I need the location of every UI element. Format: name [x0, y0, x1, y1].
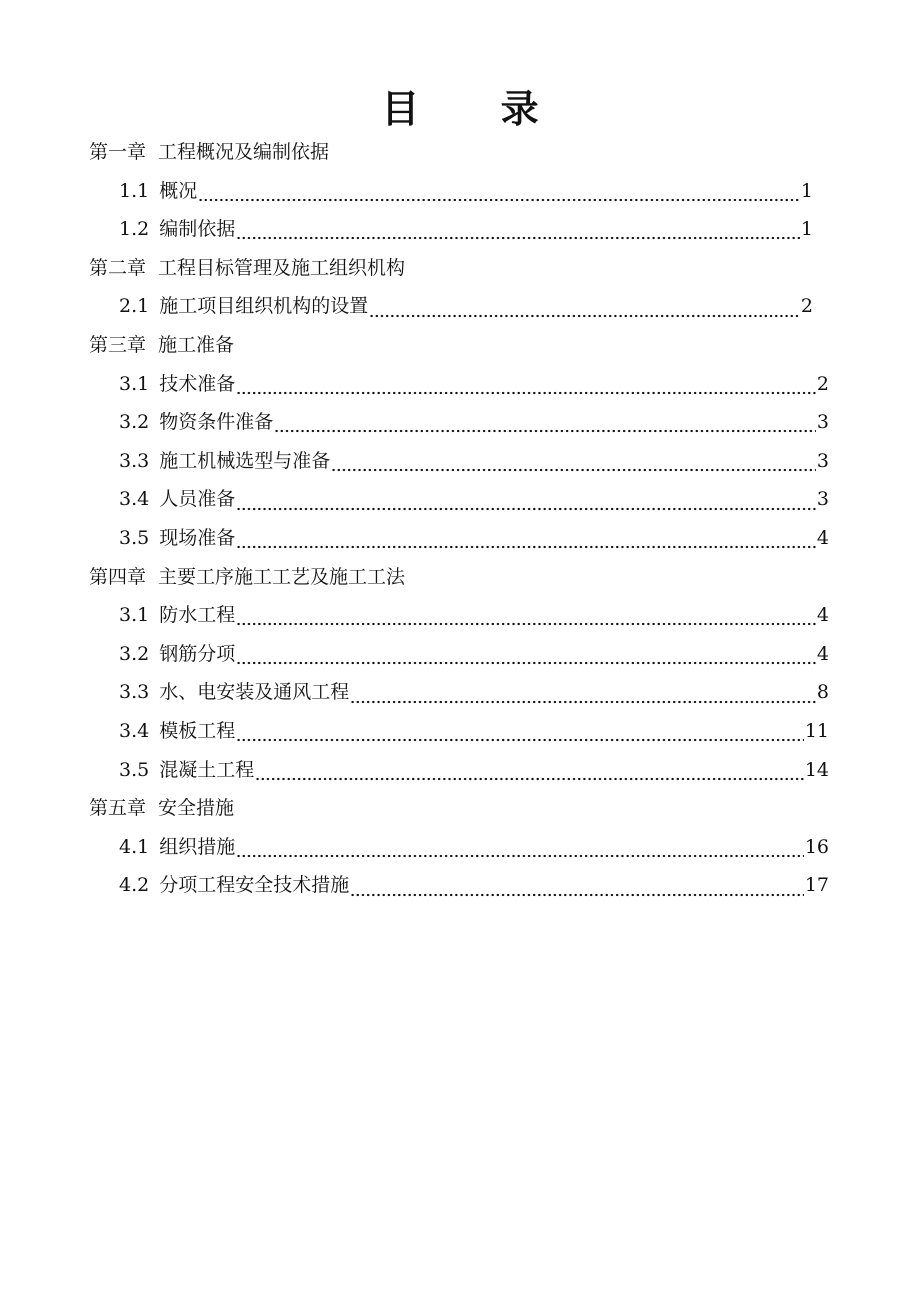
- chapter-title: 工程概况及编制依据: [158, 141, 330, 163]
- page-number: 14: [804, 758, 829, 781]
- dot-leader: [331, 458, 816, 472]
- dot-leader: [255, 767, 804, 781]
- chapter-number: 第四章: [89, 565, 147, 588]
- dot-leader: [350, 883, 804, 897]
- toc-entry[interactable]: [89, 596, 829, 635]
- table-of-contents: [89, 133, 829, 905]
- page-title: 目 录: [381, 86, 573, 131]
- dot-leader: [236, 535, 816, 549]
- section-title: 技术准备: [159, 372, 236, 395]
- page-number: 2: [816, 372, 829, 395]
- toc-entry[interactable]: [89, 673, 829, 712]
- dot-leader: [236, 612, 816, 626]
- section-number: 1.2: [119, 218, 150, 241]
- dot-leader: [369, 304, 800, 318]
- page-number: 3: [816, 411, 829, 434]
- section-title: 混凝土工程: [159, 758, 255, 781]
- page-number: 3: [816, 449, 829, 472]
- toc-chapter[interactable]: [89, 326, 829, 365]
- dot-leader: [236, 844, 804, 858]
- section-title: 钢筋分项: [159, 642, 236, 665]
- page-number: 11: [804, 719, 829, 742]
- page-number: 3: [816, 488, 829, 511]
- section-number: 3.1: [119, 372, 150, 395]
- toc-entry[interactable]: [89, 828, 829, 867]
- section-title: 施工项目组织机构的设置: [159, 295, 369, 318]
- section-title: 模板工程: [159, 719, 236, 742]
- dot-leader: [236, 226, 800, 240]
- toc-entry[interactable]: [89, 210, 829, 249]
- dot-leader: [198, 188, 800, 202]
- page-number: 4: [816, 642, 829, 665]
- section-number: 4.1: [119, 835, 150, 858]
- section-title: 物资条件准备: [159, 411, 274, 434]
- toc-entry[interactable]: [89, 403, 829, 442]
- toc-entry[interactable]: [89, 712, 829, 751]
- dot-leader: [236, 651, 816, 665]
- section-number: 3.5: [119, 758, 150, 781]
- chapter-title: 主要工序施工工艺及施工工法: [158, 565, 406, 588]
- chapter-number: 第一章: [89, 141, 147, 163]
- section-number: 1.1: [119, 179, 150, 202]
- toc-chapter[interactable]: [89, 558, 829, 597]
- toc-entry[interactable]: [89, 480, 829, 519]
- dot-leader: [350, 690, 816, 704]
- chapter-title: 施工准备: [158, 333, 235, 356]
- section-number: 4.2: [119, 874, 150, 897]
- chapter-title: 安全措施: [158, 797, 235, 820]
- toc-entry[interactable]: [89, 287, 829, 326]
- section-title: 分项工程安全技术措施: [159, 874, 350, 897]
- dot-leader: [236, 497, 816, 511]
- section-title: 施工机械选型与准备: [159, 449, 331, 472]
- section-number: 3.4: [119, 719, 150, 742]
- toc-chapter[interactable]: [89, 249, 829, 288]
- section-title: 编制依据: [159, 218, 236, 241]
- section-number: 3.4: [119, 488, 150, 511]
- section-number: 3.5: [119, 526, 150, 549]
- page-number: 16: [804, 835, 829, 858]
- page-number: 1: [800, 179, 813, 202]
- section-number: 3.3: [119, 681, 150, 704]
- dot-leader: [236, 381, 816, 395]
- section-number: 3.1: [119, 604, 150, 627]
- toc-chapter[interactable]: [89, 789, 829, 828]
- toc-entry[interactable]: [89, 365, 829, 404]
- section-title: 水、电安装及通风工程: [159, 681, 350, 704]
- section-title: 组织措施: [159, 835, 236, 858]
- toc-entry[interactable]: [89, 751, 829, 790]
- section-title: 概况: [159, 179, 198, 202]
- section-title: 人员准备: [159, 488, 236, 511]
- section-title: 防水工程: [159, 604, 236, 627]
- dot-leader: [236, 728, 804, 742]
- page-number: 8: [816, 681, 829, 704]
- section-number: 3.2: [119, 642, 150, 665]
- chapter-title: 工程目标管理及施工组织机构: [158, 256, 406, 279]
- chapter-number: 第五章: [89, 797, 147, 820]
- toc-entry[interactable]: [89, 866, 829, 905]
- page-number: 4: [816, 526, 829, 549]
- section-title: 现场准备: [159, 526, 236, 549]
- toc-entry[interactable]: [89, 172, 829, 211]
- toc-entry[interactable]: [89, 442, 829, 481]
- chapter-number: 第二章: [89, 256, 147, 279]
- page-number: 2: [800, 295, 813, 318]
- toc-entry[interactable]: [89, 635, 829, 674]
- toc-entry[interactable]: [89, 519, 829, 558]
- section-number: 3.2: [119, 411, 150, 434]
- dot-leader: [274, 419, 816, 433]
- page-number: 4: [816, 604, 829, 627]
- section-number: 2.1: [119, 295, 150, 318]
- chapter-number: 第三章: [89, 333, 147, 356]
- section-number: 3.3: [119, 449, 150, 472]
- page-number: 1: [800, 218, 813, 241]
- toc-chapter[interactable]: [89, 133, 829, 172]
- page-number: 17: [804, 874, 829, 897]
